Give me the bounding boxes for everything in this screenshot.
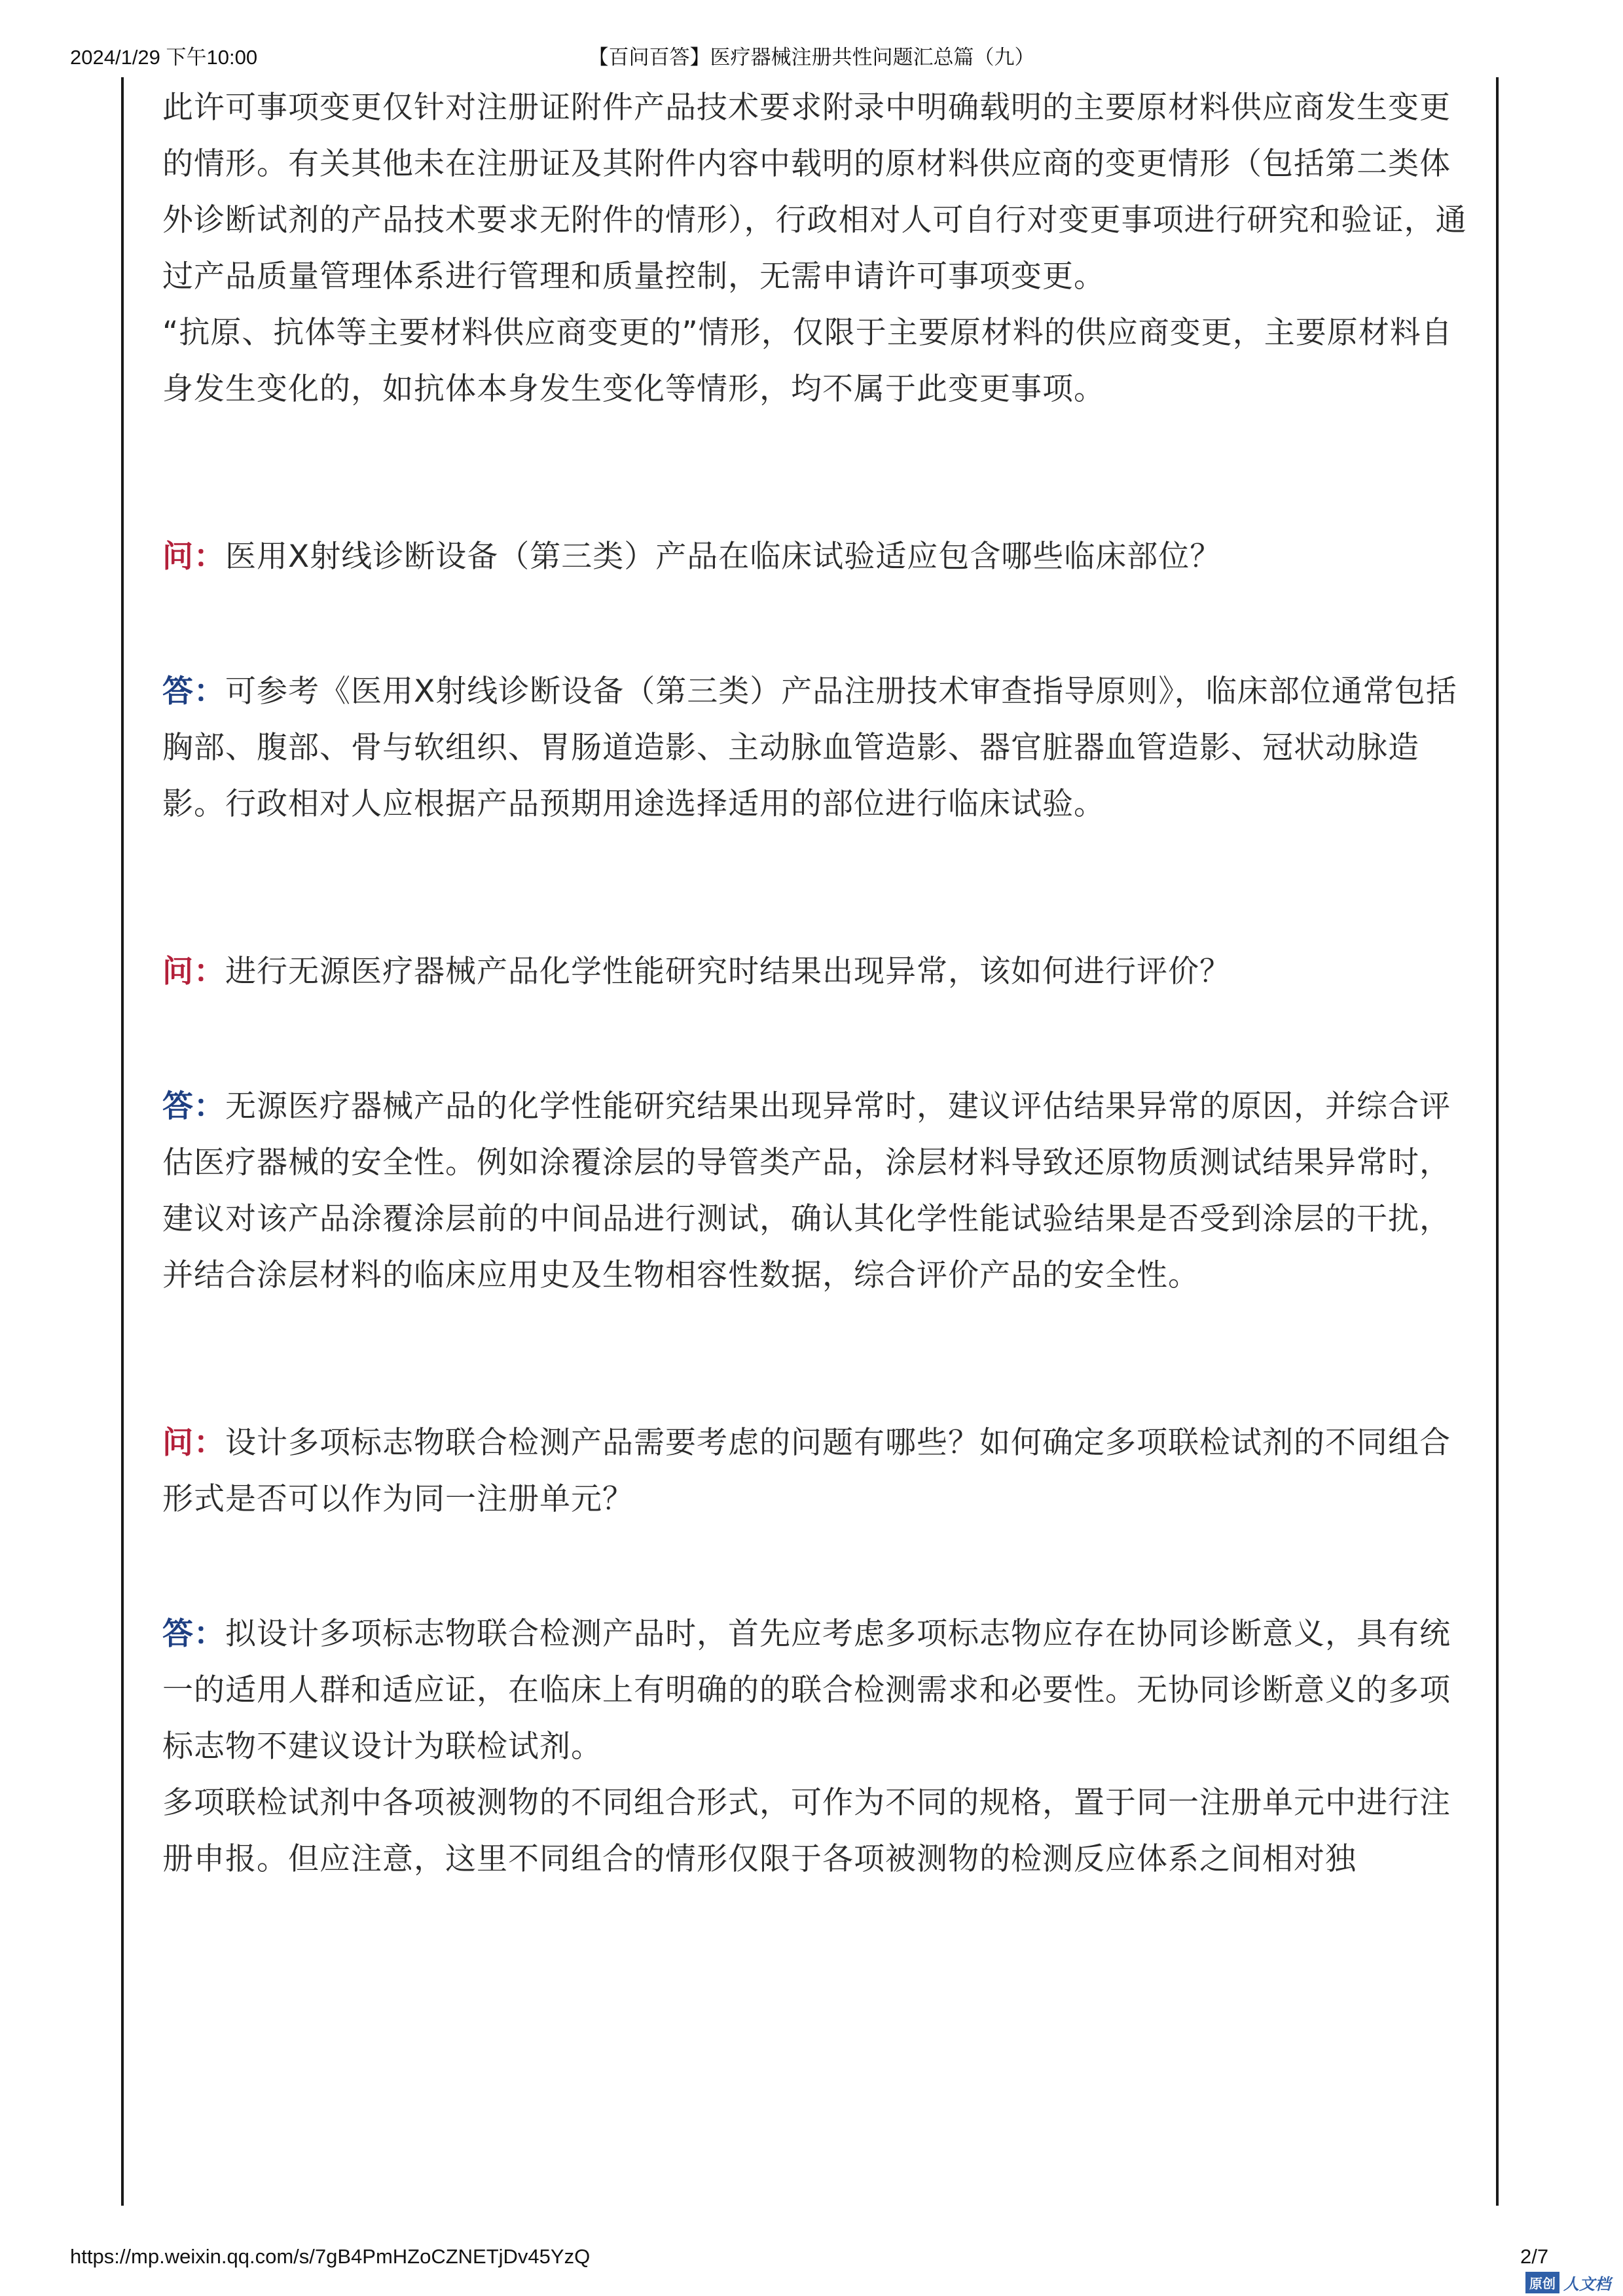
question-2-text: 进行无源医疗器械产品化学性能研究时结果出现异常，该如何进行评价？ [225,954,1231,990]
question-label: 问： [162,954,225,990]
footer-page-number: 2/7 [1520,2245,1549,2268]
header-title: 【百问百答】医疗器械注册共性问题汇总篇（九） [588,46,1035,69]
question-3-text: 设计多项标志物联合检测产品需要考虑的问题有哪些？如何确定多项联检试剂的不同组合形式是否可以作为同一注册单元？ [162,1425,1451,1517]
answer-label: 答： [162,1088,225,1124]
answer-1-text: 可参考《医用X射线诊断设备（第三类）产品注册技术审查指导原则》，临床部位通常包括胸部、腹部、骨与软组织、胃肠道造影、主动脉血管造影、器官脏器血管造影、冠状动脉造影。行政相对人应根据产品预期用途选择适用的部位进行临床试验。 [162,673,1457,822]
right-border-line [1496,77,1499,2206]
header-datetime: 2024/1/29 下午10:00 [70,46,258,69]
spacer [162,1000,1472,1079]
spacer [162,1528,1472,1606]
answer-2-text: 无源医疗器械产品的化学性能研究结果出现异常时，建议评估结果异常的原因，并综合评估医疗器械的安全性。例如涂覆涂层的导管类产品，涂层材料导致还原物质测试结果异常时，建议对该产品涂覆涂层前的中间品进行测试，确认其化学性能试验结果是否受到涂层的干扰，并结合涂层材料的临床应用史及生物相容性数据，综合评价产品的安全性。 [162,1088,1451,1293]
spacer [162,1304,1472,1415]
answer-3-text: 拟设计多项标志物联合检测产品时，首先应考虑多项标志物应存在协同诊断意义，具有统一的适用人群和适应证，在临床上有明确的的联合检测需求和必要性。无协同诊断意义的多项标志物不建议设计为联检试剂。 [162,1616,1451,1765]
footer-url[interactable]: https://mp.weixin.qq.com/s/7gB4PmHZoCZNETjDv45YzQ [70,2245,591,2268]
answer-3 [162,1606,1472,1775]
answer-2 [162,1079,1472,1304]
question-label: 问： [162,1425,225,1461]
article-body [162,80,1472,1888]
spacer [162,585,1472,664]
question-label: 问： [162,539,225,575]
answer-3-continued: 多项联检试剂中各项被测物的不同组合形式，可作为不同的规格，置于同一注册单元中进行注册申报。但应注意，这里不同组合的情形仅限于各项被测物的检测反应体系之间相对独 [162,1785,1451,1877]
spacer [162,418,1472,529]
question-2 [162,944,1472,1000]
watermark-box: 原创 [1525,2272,1559,2293]
answer-1 [162,664,1472,833]
watermark-logo [1525,2271,1611,2293]
left-border-line [121,77,124,2206]
intro-paragraph-1: 此许可事项变更仅针对注册证附件产品技术要求附录中明确载明的主要原材料供应商发生变更的情形。有关其他未在注册证及其附件内容中载明的原材料供应商的变更情形（包括第二类体外诊断试剂的产品技术要求无附件的情形），行政相对人可自行对变更事项进行研究和验证，通过产品质量管理体系进行管理和质量控制，无需申请许可事项变更。 [162,90,1467,295]
answer-label: 答： [162,1616,225,1652]
question-1 [162,529,1472,585]
question-1-text: 医用X射线诊断设备（第三类）产品在临床试验适应包含哪些临床部位？ [225,539,1222,575]
intro-paragraph-2: “抗原、抗体等主要材料供应商变更的”情形，仅限于主要原材料的供应商变更，主要原材料自身发生变化的，如抗体本身发生变化等情形，均不属于此变更事项。 [162,315,1453,407]
spacer [162,833,1472,944]
answer-label: 答： [162,673,225,709]
question-3 [162,1415,1472,1528]
watermark-text: 人文档 [1563,2274,1611,2293]
